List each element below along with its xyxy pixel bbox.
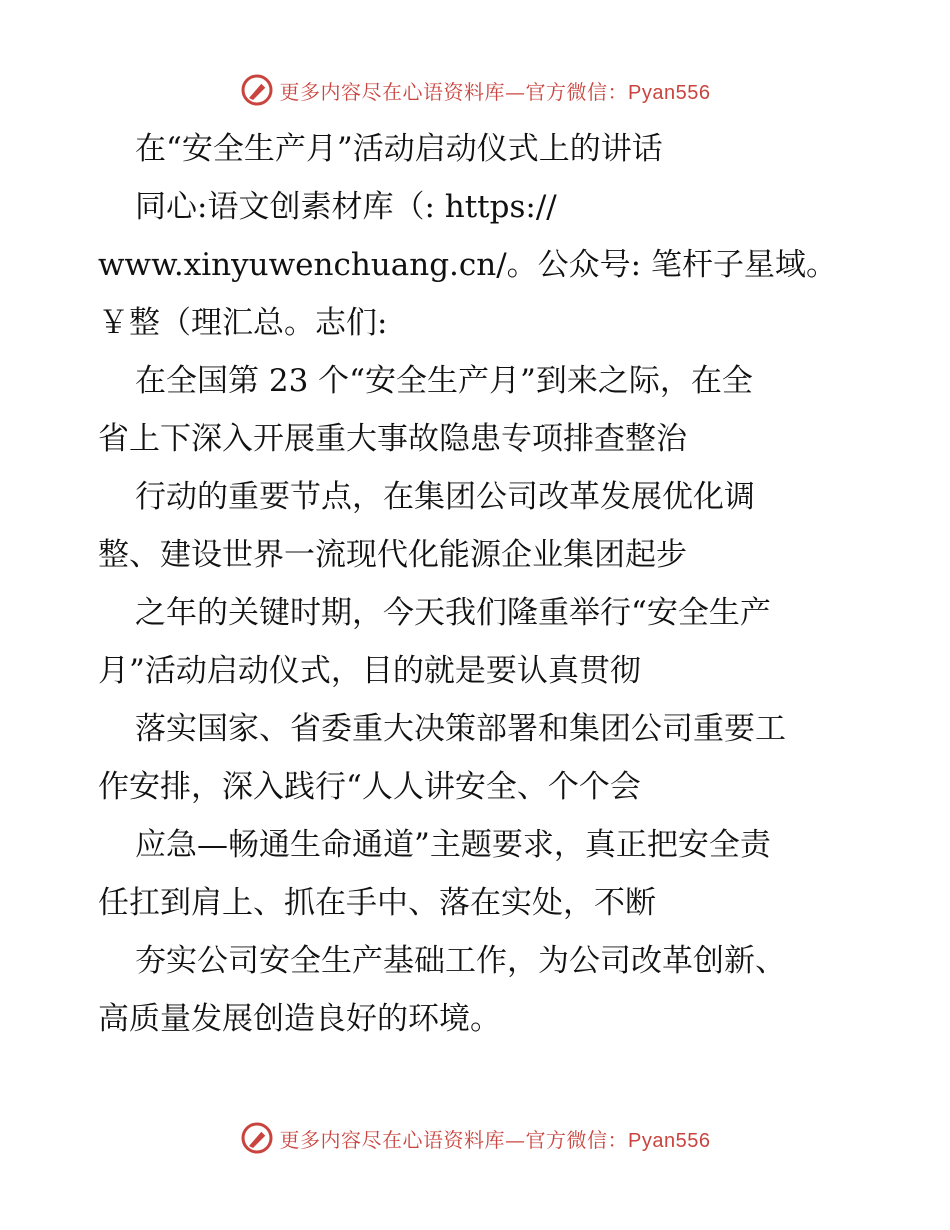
pen-nib-logo-icon — [240, 73, 274, 107]
footer-banner-contact: 官方微信：Pyan556 — [525, 1129, 711, 1152]
header-banner-contact: 官方微信：Pyan556 — [525, 81, 711, 104]
text-line: 整、建设世界一流现代化能源企业集团起步 — [98, 537, 687, 573]
text-line: 月”活动启动仪式，目的就是要认真贯彻 — [98, 653, 641, 689]
header-banner-text — [280, 76, 711, 105]
text-line: 应急—畅通生命通道”主题要求，真正把安全责 — [135, 827, 771, 863]
text-line: 任扛到肩上、抓在手中、落在实处，不断 — [98, 885, 656, 921]
text-line: 高质量发展创造良好的环境。 — [98, 1001, 501, 1037]
header-banner — [0, 70, 950, 110]
text-line: 落实国家、省委重大决策部署和集团公司重要工 — [135, 711, 786, 747]
text-line: ￥整（理汇总。志们: — [98, 305, 388, 341]
header-banner-title: 更多内容尽在心语资料库— — [279, 79, 526, 104]
footer-banner — [0, 1118, 950, 1158]
document-body — [98, 120, 858, 1048]
footer-banner-title: 更多内容尽在心语资料库— — [279, 1127, 526, 1152]
text-line: 在全国第 23 个“安全生产月”到来之际，在全 — [135, 363, 753, 399]
text-line: 省上下深入开展重大事故隐患专项排查整治 — [98, 421, 687, 457]
footer-banner-text — [280, 1124, 711, 1153]
text-line: 在“安全生产月”活动启动仪式上的讲话 — [135, 131, 663, 167]
pen-nib-logo-icon — [240, 1121, 274, 1155]
text-line: www.xinyuwenchuang.cn/。公众号: 笔杆子星域。 — [98, 247, 837, 283]
text-line: 夯实公司安全生产基础工作，为公司改革创新、 — [135, 943, 786, 979]
text-line: 行动的重要节点，在集团公司改革发展优化调 — [135, 479, 755, 515]
text-line: 作安排，深入践行“人人讲安全、个个会 — [98, 769, 641, 805]
text-line: 同心:语文创素材库（: https:// — [135, 189, 557, 225]
text-line: 之年的关键时期，今天我们隆重举行“安全生产 — [135, 595, 771, 631]
